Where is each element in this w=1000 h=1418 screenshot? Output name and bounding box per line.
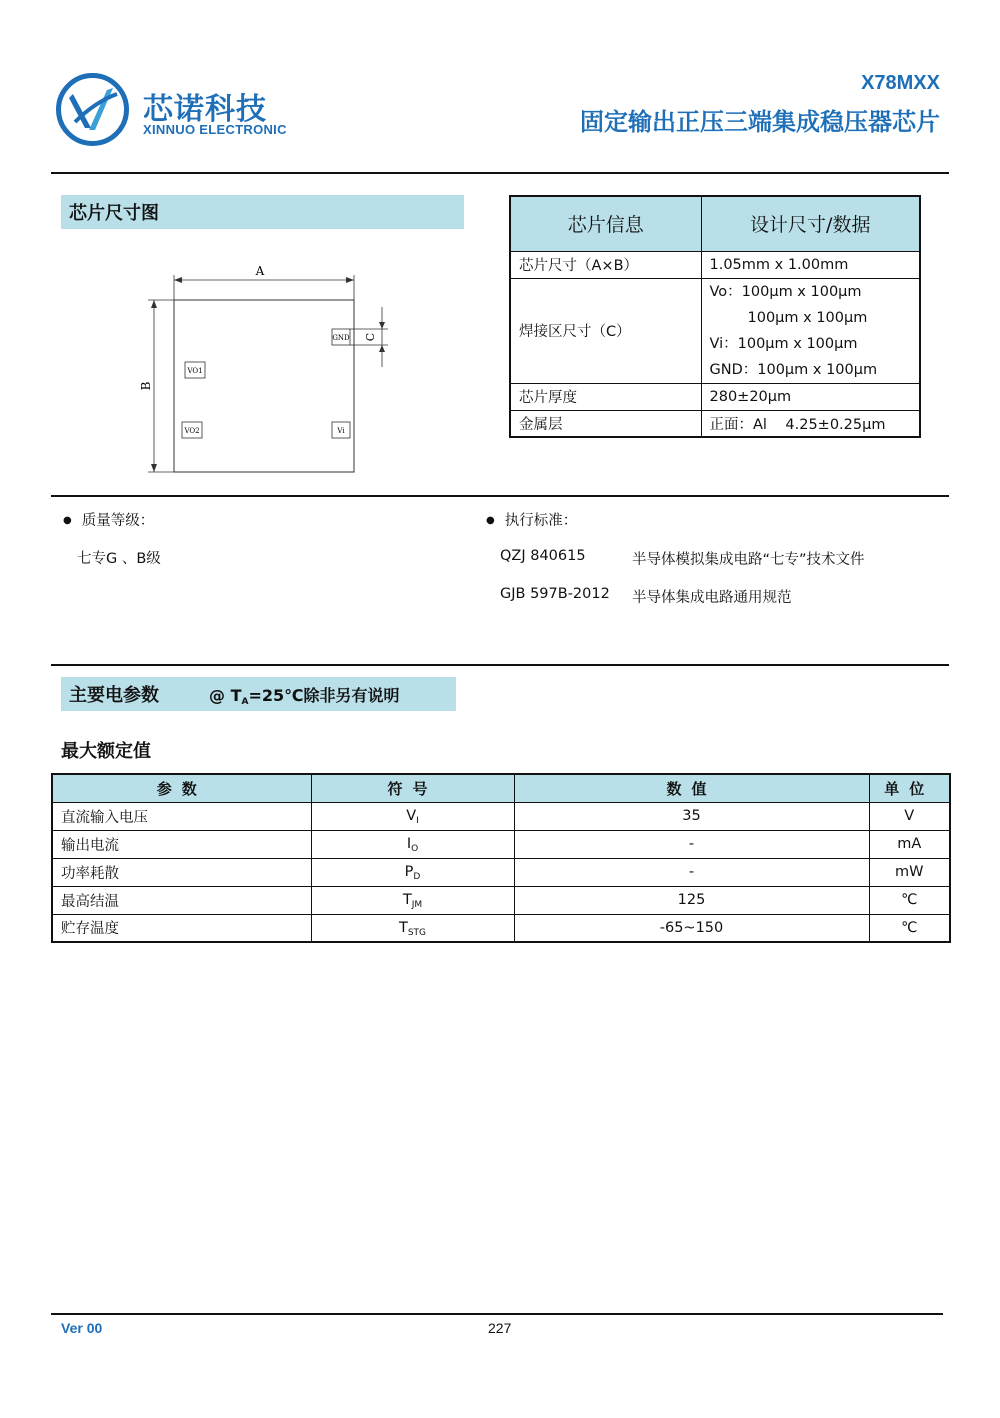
value-cell: -65~150 xyxy=(514,914,869,942)
col-header-symbol: 符号 xyxy=(311,774,514,802)
label-b: B xyxy=(139,381,153,391)
symbol-subscript: STG xyxy=(407,927,427,938)
symbol-subscript: JM xyxy=(411,900,423,910)
col-header-value: 数值 xyxy=(514,774,869,802)
symbol: T xyxy=(402,892,412,908)
value-cell: - xyxy=(514,858,869,886)
info-label: 金属层 xyxy=(510,410,701,437)
value-cell: 125 xyxy=(514,886,869,914)
info-header-value: 设计尺寸/数据 xyxy=(701,196,920,251)
unit-cell: mW xyxy=(869,858,950,886)
symbol-cell xyxy=(311,830,514,858)
version-label: Ver 00 xyxy=(61,1320,103,1336)
document-title: 固定输出正压三端集成稳压器芯片 xyxy=(580,108,940,136)
col-header-unit: 单位 xyxy=(869,774,950,802)
brand-name-cn: 芯诺科技 xyxy=(143,92,267,127)
chip-dimension-diagram xyxy=(130,255,410,480)
condition-note-sub: A xyxy=(241,696,249,707)
info-value: 280±20μm xyxy=(701,383,920,410)
max-ratings-table xyxy=(51,773,951,943)
value-cell: 35 xyxy=(514,802,869,830)
model-number: X78MXX xyxy=(861,72,940,94)
param-cell: 输出电流 xyxy=(52,830,311,858)
label-a: A xyxy=(255,264,265,278)
section-divider xyxy=(51,495,949,497)
info-value: 100μm x 100μm xyxy=(747,309,868,326)
brand-name-en: XINNUO ELECTRONIC xyxy=(143,122,287,137)
condition-note-prefix: @ T xyxy=(209,685,242,705)
symbol-subscript: O xyxy=(411,844,419,854)
footer-divider xyxy=(51,1313,943,1315)
standard-desc: 半导体集成电路通用规范 xyxy=(632,590,792,606)
quality-heading: ● 质量等级： xyxy=(63,509,154,530)
col-header-param: 参数 xyxy=(52,774,311,802)
symbol: V xyxy=(406,808,417,824)
chip-info-table xyxy=(509,195,921,438)
condition-note xyxy=(209,683,400,706)
symbol-subscript: I xyxy=(416,816,419,826)
table-row xyxy=(52,914,950,942)
info-label: 芯片尺寸（A×B） xyxy=(510,251,701,278)
info-value: GND：100μm x 100μm xyxy=(709,361,878,378)
unit-cell: V xyxy=(869,802,950,830)
symbol-cell xyxy=(311,802,514,830)
header-divider xyxy=(51,172,949,174)
symbol-cell xyxy=(311,858,514,886)
section-title: 主要电参数 xyxy=(69,685,159,706)
unit-cell: ℃ xyxy=(869,914,950,942)
table-row xyxy=(52,802,950,830)
info-value: 正面：Al 4.25±0.25μm xyxy=(701,410,920,437)
pad-vi-label: Vi xyxy=(337,427,345,435)
symbol: P xyxy=(404,864,414,880)
section-banner-chip-size xyxy=(61,195,464,229)
symbol-cell xyxy=(311,886,514,914)
info-header-label: 芯片信息 xyxy=(510,196,701,251)
page-number: 227 xyxy=(488,1320,512,1336)
param-cell: 贮存温度 xyxy=(52,914,311,942)
table-row xyxy=(52,858,950,886)
info-value: 1.05mm x 1.00mm xyxy=(701,251,920,278)
table-row xyxy=(510,251,920,278)
value-cell: - xyxy=(514,830,869,858)
max-ratings-heading: 最大额定值 xyxy=(61,741,151,762)
symbol-cell xyxy=(311,914,514,942)
param-cell: 功率耗散 xyxy=(52,858,311,886)
param-cell: 直流输入电压 xyxy=(52,802,311,830)
table-row xyxy=(510,410,920,437)
info-value: Vo：100μm x 100μm xyxy=(709,283,862,300)
condition-note-suffix: =25℃除非另有说明 xyxy=(248,685,400,705)
standard-desc: 半导体模拟集成电路“七专”技术文件 xyxy=(632,552,865,568)
symbol: T xyxy=(398,919,408,936)
info-label: 芯片厚度 xyxy=(510,383,701,410)
unit-cell: ℃ xyxy=(869,886,950,914)
standards-heading: ● 执行标准： xyxy=(486,509,577,530)
pad-vo2-label: VO2 xyxy=(184,427,200,435)
unit-cell: mA xyxy=(869,830,950,858)
label-c: C xyxy=(364,332,377,342)
section-divider xyxy=(51,664,949,666)
section-banner-electrical xyxy=(61,677,456,711)
info-label: 焊接区尺寸（C） xyxy=(510,278,701,383)
table-row xyxy=(510,278,920,383)
info-value: Vi：100μm x 100μm xyxy=(709,335,858,352)
section-title: 芯片尺寸图 xyxy=(69,203,159,224)
symbol: I xyxy=(406,836,412,852)
table-row xyxy=(52,830,950,858)
table-row xyxy=(510,383,920,410)
param-cell: 最高结温 xyxy=(52,886,311,914)
quality-value: 七专G 、B级 xyxy=(77,551,161,567)
pad-gnd-label: GND xyxy=(332,334,350,342)
table-row xyxy=(52,886,950,914)
standard-code: QZJ 840615 xyxy=(500,548,586,564)
pad-vo1-label: VO1 xyxy=(187,367,203,375)
company-logo-icon xyxy=(55,72,130,147)
symbol-subscript: D xyxy=(413,872,421,882)
standard-code: GJB 597B-2012 xyxy=(500,586,610,602)
